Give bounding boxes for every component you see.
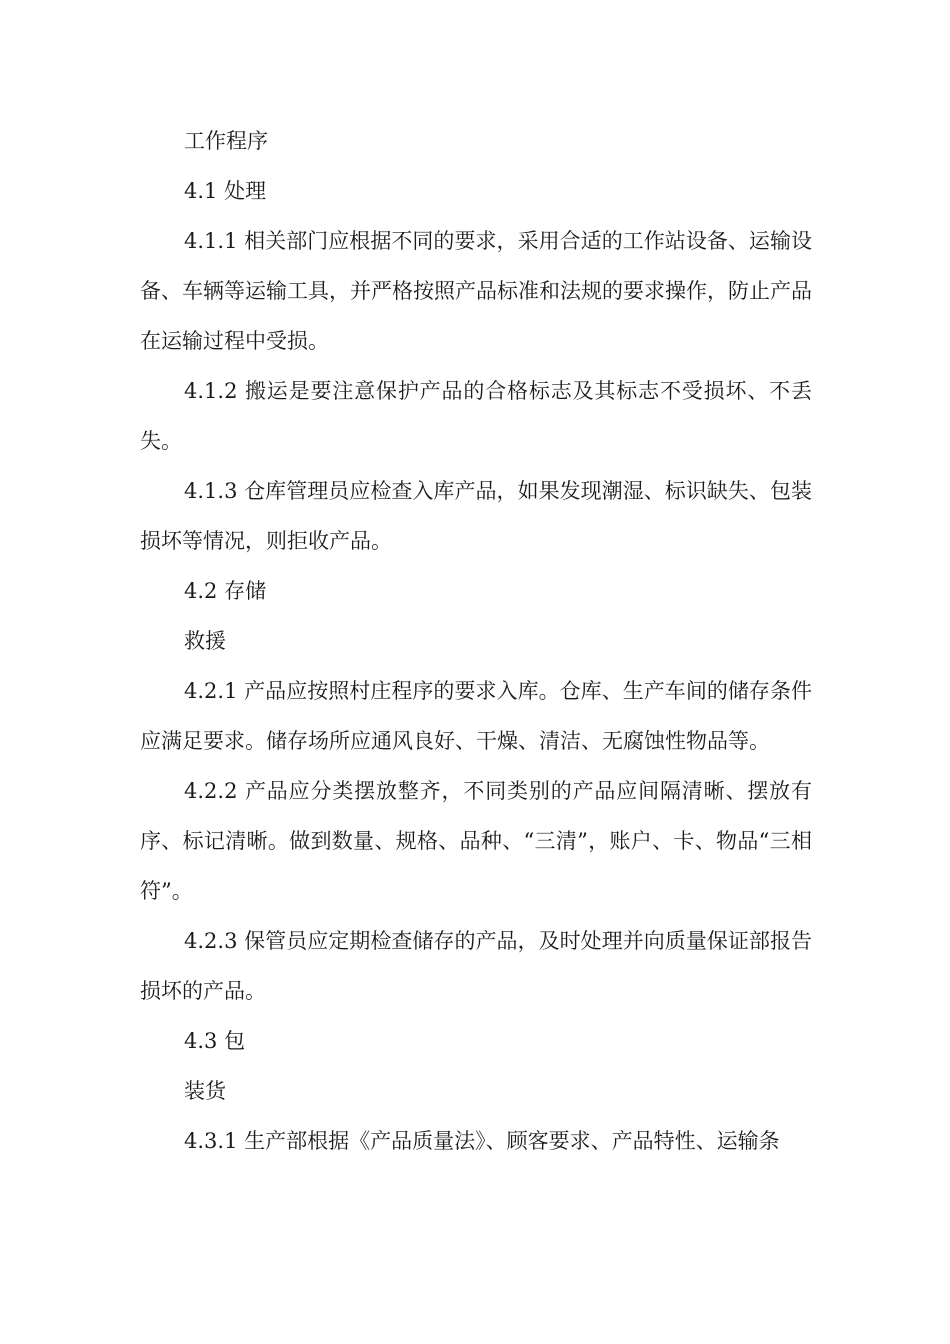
paragraph-4-2-3: 4.2.3 保管员应定期检查储存的产品，及时处理并向质量保证部报告损坏的产品。 [140, 929, 812, 1003]
section-heading-4-3: 4.3 包 [184, 1029, 246, 1053]
paragraph-4-1-2: 4.1.2 搬运是要注意保护产品的合格标志及其标志不受损坏、不丢失。 [140, 379, 812, 453]
section-heading-work-procedure: 工作程序 [184, 129, 268, 153]
section-heading-4-1: 4.1 处理 [184, 179, 267, 203]
document-body [140, 116, 812, 1166]
paragraph-4-1-1: 4.1.1 相关部门应根据不同的要求，采用合适的工作站设备、运输设备、车辆等运输工具，并严格按照产品标准和法规的要求操作，防止产品在运输过程中受损。 [140, 229, 812, 353]
paragraph-4-2-2: 4.2.2 产品应分类摆放整齐，不同类别的产品应间隔清晰、摆放有序、标记清晰。做到数量、规格、品种、“三清”，账户、卡、物品“三相符”。 [140, 779, 812, 903]
section-heading-4-3-continued: 装货 [184, 1079, 226, 1103]
section-heading-4-2: 4.2 存储 [184, 579, 267, 603]
paragraph-4-2-1: 4.2.1 产品应按照村庄程序的要求入库。仓库、生产车间的储存条件应满足要求。储存场所应通风良好、干燥、清洁、无腐蚀性物品等。 [140, 679, 812, 753]
paragraph-4-1-3: 4.1.3 仓库管理员应检查入库产品，如果发现潮湿、标识缺失、包装损坏等情况，则拒收产品。 [140, 479, 812, 553]
section-heading-4-2-continued: 救援 [184, 629, 226, 653]
paragraph-4-3-1: 4.3.1 生产部根据《产品质量法》、顾客要求、产品特性、运输条 [184, 1129, 780, 1153]
